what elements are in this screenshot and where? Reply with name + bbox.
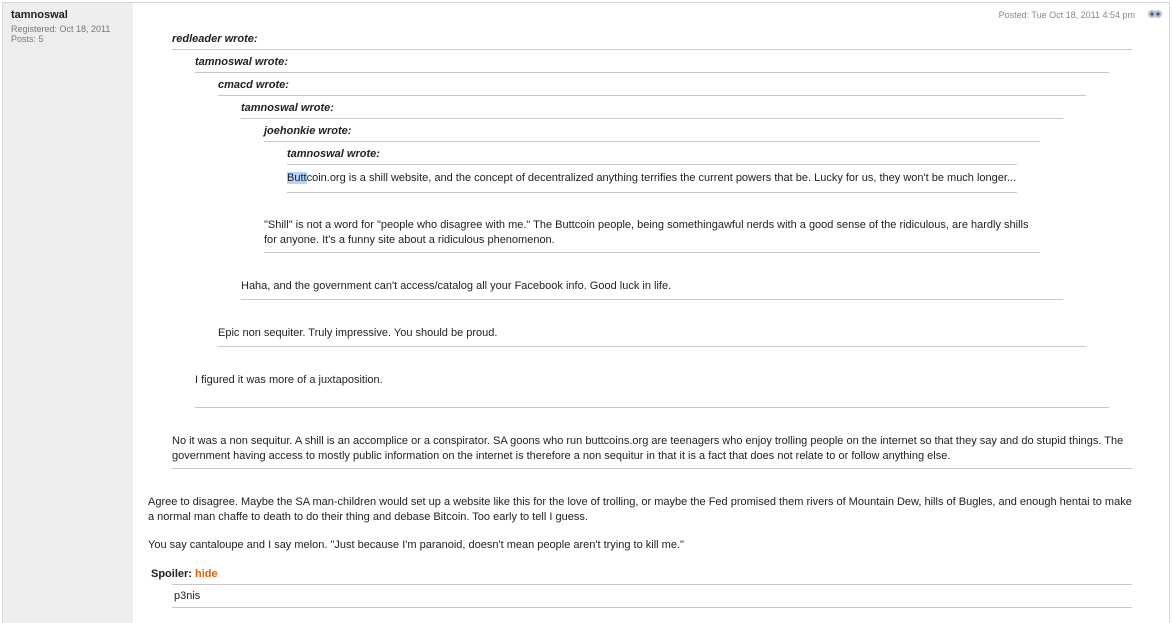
quote-bottom-rule bbox=[241, 299, 1063, 300]
spoiler-label: Spoiler: bbox=[151, 568, 192, 580]
post-author-panel bbox=[3, 3, 133, 623]
quote-text-level-3: Epic non sequiter. Truly impressive. You should be proud. bbox=[218, 327, 498, 339]
post-timestamp: Posted: Tue Oct 18, 2011 4:54 pm bbox=[998, 10, 1135, 20]
quote-header-tamnoswal-3: tamnoswal wrote: bbox=[287, 148, 380, 160]
spoiler-content: p3nis bbox=[174, 590, 201, 602]
quote-bottom-rule bbox=[195, 407, 1109, 408]
quote-bottom-rule bbox=[287, 192, 1017, 193]
quote-bottom-rule bbox=[218, 346, 1086, 347]
quote-header-tamnoswal: tamnoswal wrote: bbox=[195, 56, 288, 68]
post-container bbox=[2, 2, 1170, 623]
quote-text-level-6: Buttcoin.org is a shill website, and the concept of decentralized anything terrifies the current powers that be. Lucky for us, they won't be much longer... bbox=[287, 172, 1017, 184]
author-post-count: Posts: 5 bbox=[11, 34, 44, 44]
quote-divider bbox=[172, 49, 1132, 50]
spoiler-bottom-rule bbox=[172, 607, 1132, 608]
quote-header-cmacd: cmacd wrote: bbox=[218, 79, 289, 91]
text-selection[interactable]: Butt bbox=[287, 172, 307, 184]
quote-divider bbox=[287, 164, 1017, 165]
quote-header-tamnoswal-2: tamnoswal wrote: bbox=[241, 102, 334, 114]
quote-text-level-2: I figured it was more of a juxtaposition. bbox=[195, 374, 383, 386]
quote-divider bbox=[264, 141, 1040, 142]
quote-text-level-5: "Shill" is not a word for "people who disagree with me." The Buttcoin people, being somethingawful nerds with a good sense of the ridiculous, are hardly shills for anyone. It's a funny site about a ridiculous phenomenon. bbox=[264, 219, 1029, 246]
spoiler-toggle-link[interactable]: hide bbox=[195, 568, 218, 580]
author-name[interactable]: tamnoswal bbox=[11, 9, 68, 21]
quote-text-level-4: Haha, and the government can't access/catalog all your Facebook info. Good luck in life. bbox=[241, 280, 672, 292]
quote-divider bbox=[241, 118, 1063, 119]
private-message-icon[interactable] bbox=[1147, 8, 1163, 20]
post-body-paragraph-2: You say cantaloupe and I say melon. "Just because I'm paranoid, doesn't mean people aren't trying to kill me." bbox=[148, 539, 684, 551]
author-registered: Registered: Oct 18, 2011 bbox=[11, 24, 111, 34]
quote-bottom-rule bbox=[264, 252, 1040, 253]
quote-header-joehonkie: joehonkie wrote: bbox=[264, 125, 352, 137]
spoiler-divider bbox=[172, 584, 1132, 585]
quote-header-redleader: redleader wrote: bbox=[172, 33, 258, 45]
post-body-paragraph-1: Agree to disagree. Maybe the SA man-children would set up a website like this for the love of trolling, or maybe the Fed promised them rivers of Mountain Dew, hills of Bugles, and enough hentai to make a normal man chaffe to death to do their thing and debase Bitcoin. Too early to tell I guess. bbox=[148, 496, 1132, 523]
quote-text-level-1: No it was a non sequitur. A shill is an accomplice or a conspirator. SA goons who run buttcoins.org are teenagers who enjoy trolling people on the internet so that they say and do stupid things. The government having access to mostly public information on the internet is therefore a non sequitur in that it is a fact that does not relate to or follow anything else. bbox=[172, 435, 1124, 462]
quote-divider bbox=[218, 95, 1086, 96]
quote-divider bbox=[195, 72, 1109, 73]
quote-bottom-rule bbox=[172, 468, 1132, 469]
spoiler-header bbox=[151, 568, 218, 580]
